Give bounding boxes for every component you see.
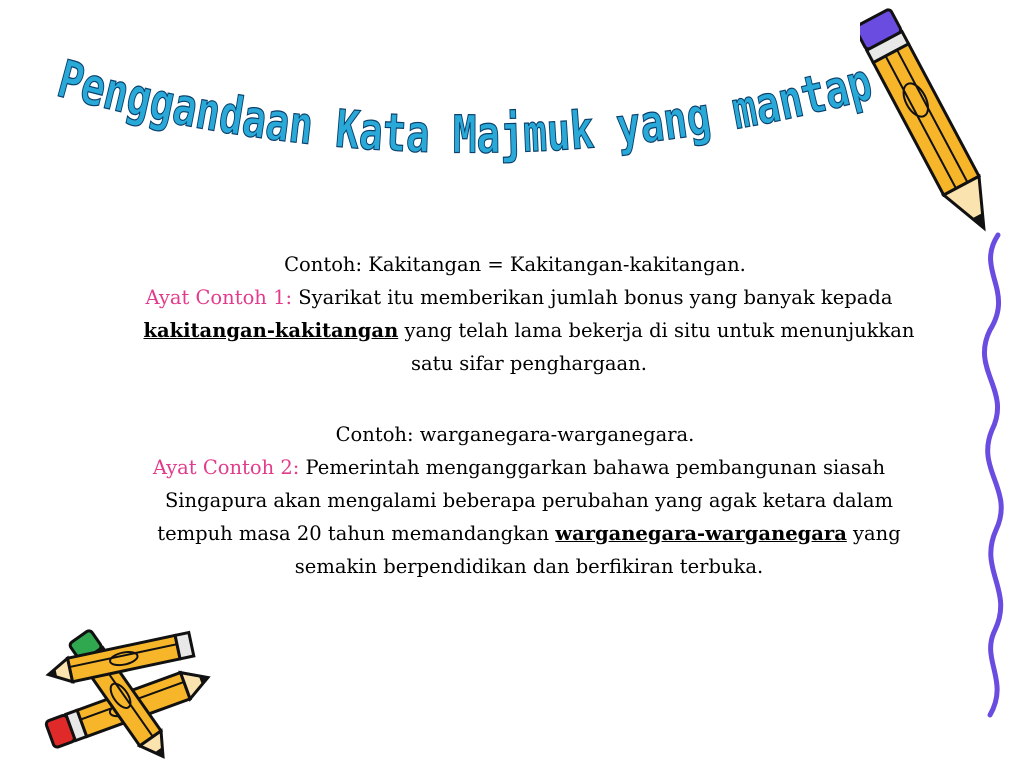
- example-1-ayat-text-before: Syarikat itu memberikan jumlah bonus yang banyak kepada: [292, 286, 893, 309]
- example-2-ayat-text-after: yang semakin berpendidikan dan berfikiran terbuka.: [294, 522, 901, 578]
- slide-body: [115, 248, 915, 583]
- example-1-ayat-emphasis: kakitangan-kakitangan: [143, 319, 399, 342]
- pencil-icon: [860, 0, 1005, 245]
- example-1-ayat-label: Ayat Contoh 1:: [145, 286, 293, 309]
- example-1-ayat-text-after: yang telah lama bekerja di situ untuk menunjukkan satu sifar penghargaan.: [398, 319, 915, 375]
- slide-title-text: [51, 49, 886, 166]
- slide-title-textpath: Penggandaan Kata Majmuk yang mantap: [51, 49, 886, 166]
- crossed-pencils-icon: [0, 615, 215, 765]
- paragraph-gap: [115, 380, 915, 418]
- example-2-ayat-text-before: Pemerintah menganggarkan bahawa pembangunan siasah Singapura akan mengalami beberapa perubahan yang agak ketara dalam tempuh masa 20 tahun memandangkan: [157, 456, 894, 545]
- example-2-ayat-label: Ayat Contoh 2:: [152, 456, 300, 479]
- example-2-ayat-emphasis: warganegara-warganegara: [555, 522, 847, 545]
- example-1-ayat: [115, 281, 915, 380]
- example-2-contoh: Contoh: warganegara-warganegara.: [335, 423, 695, 446]
- example-1-contoh: Contoh: Kakitangan = Kakitangan-kakitangan.: [284, 253, 746, 276]
- squiggle-line-icon: [970, 230, 1020, 720]
- example-2-ayat: [115, 451, 915, 583]
